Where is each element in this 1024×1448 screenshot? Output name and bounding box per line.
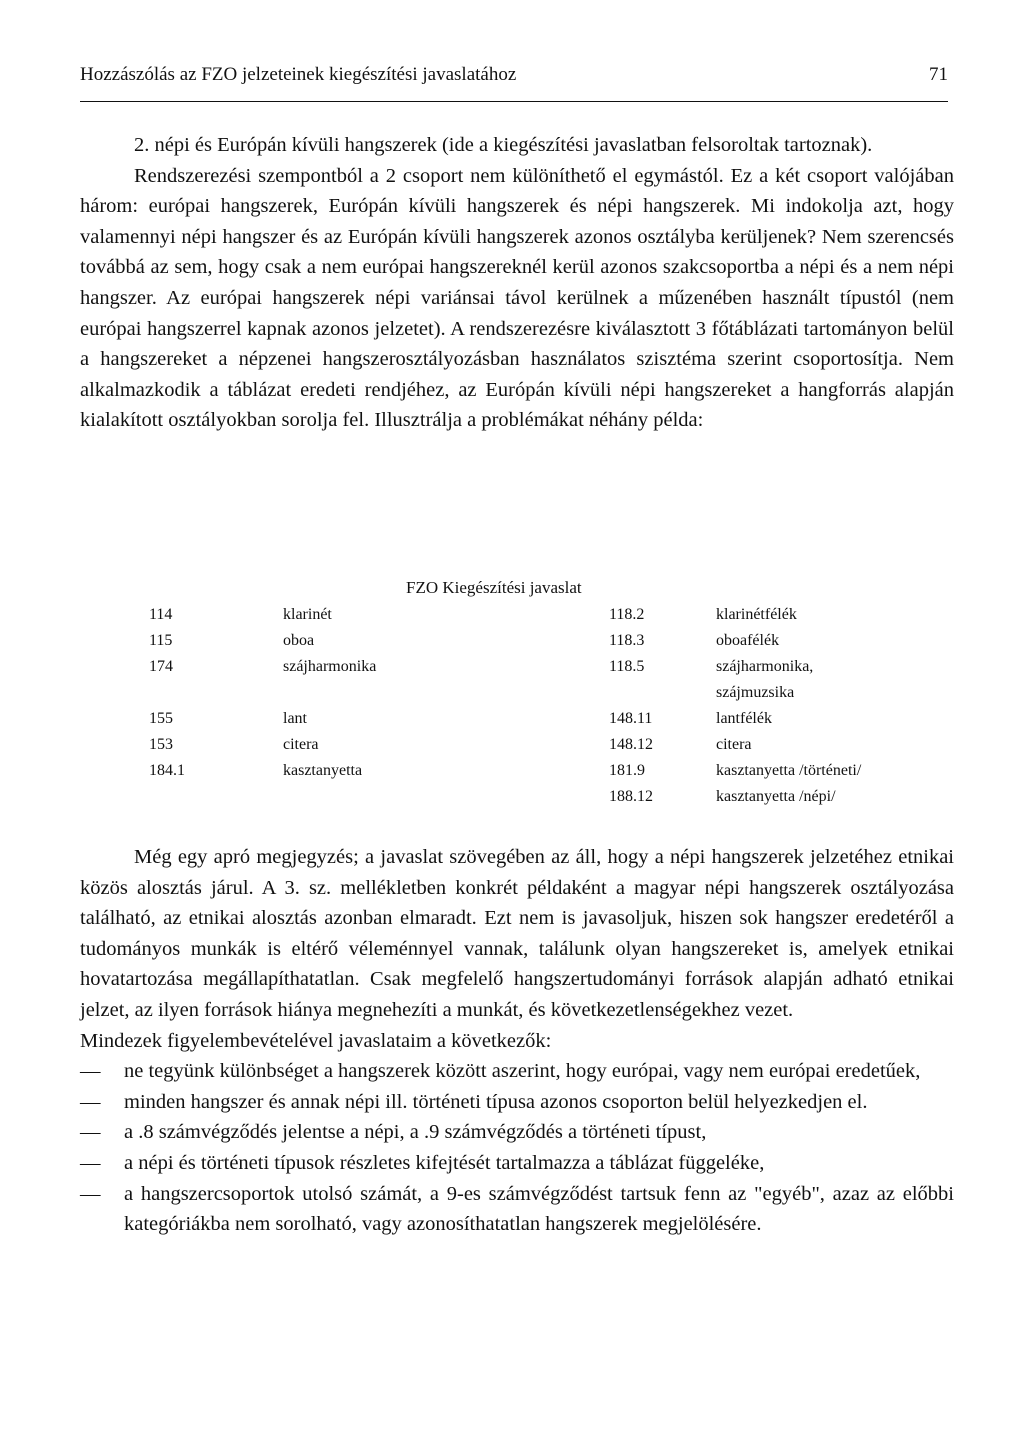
list-item bbox=[80, 1117, 954, 1148]
page-number: 71 bbox=[929, 64, 948, 85]
upper-text-block bbox=[80, 130, 954, 436]
table-cell: kasztanyetta /népi/ bbox=[716, 788, 836, 805]
dash-bullet: — bbox=[80, 1060, 101, 1083]
table-cell: 118.2 bbox=[609, 606, 645, 623]
table-cell: 114 bbox=[149, 606, 173, 623]
running-header bbox=[80, 64, 948, 86]
list-item-text: a hangszercsoportok utolsó számát, a 9-es számvégződést tartsuk fenn az "egyéb", azaz az előbbi kategóriákba nem sorolható, vagy azonosíthatatlan hangszerek megjelölésére. bbox=[124, 1182, 954, 1236]
table-cell: 115 bbox=[149, 632, 173, 649]
proposal-list bbox=[80, 1056, 954, 1240]
table-cell: oboa bbox=[283, 632, 315, 649]
table-cell: klarinét bbox=[283, 606, 332, 623]
table-cell: 148.11 bbox=[609, 710, 653, 727]
list-item-text: a népi és történeti típusok részletes kifejtését tartalmazza a táblázat függeléke, bbox=[124, 1151, 765, 1174]
list-item bbox=[80, 1056, 954, 1087]
table-cell: kasztanyetta bbox=[283, 762, 363, 779]
table-cell: oboafélék bbox=[716, 632, 780, 649]
table-cell: lant bbox=[283, 710, 307, 727]
dash-bullet: — bbox=[80, 1151, 101, 1174]
table-cell: 148.12 bbox=[609, 736, 653, 753]
dash-bullet: — bbox=[80, 1090, 101, 1113]
table-cell: lantfélék bbox=[716, 710, 772, 727]
dash-bullet: — bbox=[80, 1121, 101, 1144]
table-cell: 118.5 bbox=[609, 658, 645, 675]
table-cell: szájharmonika bbox=[283, 658, 377, 675]
table-cell: 118.3 bbox=[609, 632, 645, 649]
table-cell: citera bbox=[716, 736, 752, 753]
dash-bullet: — bbox=[80, 1182, 101, 1205]
table-title: FZO Kiegészítési javaslat bbox=[406, 578, 582, 597]
list-item-text: a .8 számvégződés jelentse a népi, a .9 számvégződés a történeti típust, bbox=[124, 1121, 707, 1144]
table-cell: 181.9 bbox=[609, 762, 645, 779]
header-rule bbox=[80, 101, 948, 102]
list-item-text: ne tegyünk különbséget a hangszerek között aszerint, hogy európai, vagy nem európai eredetűek, bbox=[124, 1060, 921, 1083]
list-item bbox=[80, 1087, 954, 1118]
paragraph-proposals-intro: Mindezek figyelembevételével javaslataim a következők: bbox=[80, 1029, 552, 1052]
lower-text-block bbox=[80, 842, 954, 1240]
paragraph-item-2: 2. népi és Európán kívüli hangszerek (ide a kiegészítési javaslatban felsoroltak tartoznak). bbox=[134, 134, 873, 156]
table-cell: kasztanyetta /történeti/ bbox=[716, 762, 862, 779]
paragraph-note: Még egy apró megjegyzés; a javaslat szövegében az áll, hogy a népi hangszerek jelzetéhez etnikai közös alosztás járul. A 3. sz. mellékletben konkrét példaként a magyar népi hangszerek osztályozása található, az etnikai alosztás azonban elmaradt. Ezt nem is javasoljuk, hiszen sok hangszer eredetéről a tudományos munkák is eltérő véleménnyel vannak, találunk olyan hangszereket is, amelyek etnikai hovatartozása megállapíthatatlan. Csak megfelelő hangszertudományi források alapján adható etnikai jelzet, az ilyen források hiánya megnehezíti a munkát, és következetlenségekhez vezet. bbox=[80, 846, 954, 1021]
table-cell: 188.12 bbox=[609, 788, 653, 805]
list-item-text: minden hangszer és annak népi ill. történeti típusa azonos csoporton belül helyezkedjen el. bbox=[124, 1090, 868, 1113]
table-cell: 153 bbox=[149, 736, 173, 753]
table-cell: 155 bbox=[149, 710, 173, 727]
table-cell: citera bbox=[283, 736, 319, 753]
table-cell: 184.1 bbox=[149, 762, 185, 779]
list-item bbox=[80, 1179, 954, 1240]
table-cell: klarinétfélék bbox=[716, 606, 797, 623]
header-title: Hozzászólás az FZO jelzeteinek kiegészítési javaslatához bbox=[80, 64, 517, 85]
table-cell: szájharmonika, bbox=[716, 658, 814, 675]
table-cell: 174 bbox=[149, 658, 173, 675]
list-item bbox=[80, 1148, 954, 1179]
paragraph-classification: Rendszerezési szempontból a 2 csoport nem különíthető el egymástól. Ez a két csoport valójában három: európai hangszerek, Európán kívüli hangszerek és népi hangszerek. Mi indokolja azt, hogy valamennyi népi hangszer és az Európán kívüli hangszerek azonos osztályba kerüljenek? Nem szerencsés továbbá az sem, hogy csak a nem európai hangszereknél kerül azonos szakcsoportba a népi és a nem népi hangszer. Az európai hangszerek népi variánsai távol kerülnek a műzenében használt típustól (nem európai hangszerrel kapnak azonos jelzetet). A rendszerezésre kiválasztott 3 főtáblázati tartományon belül a hangszereket a népzenei hangszerosztályozásban használatos szisztéma szerint csoportosítja. Nem alkalmazkodik a táblázat eredeti rendjéhez, az Európán kívüli népi hangszereket a hangforrás alapján kialakított osztályokban sorolja fel. Illusztrálja a problémákat néhány példa: bbox=[80, 164, 954, 432]
table-cell: szájmuzsika bbox=[716, 684, 795, 701]
